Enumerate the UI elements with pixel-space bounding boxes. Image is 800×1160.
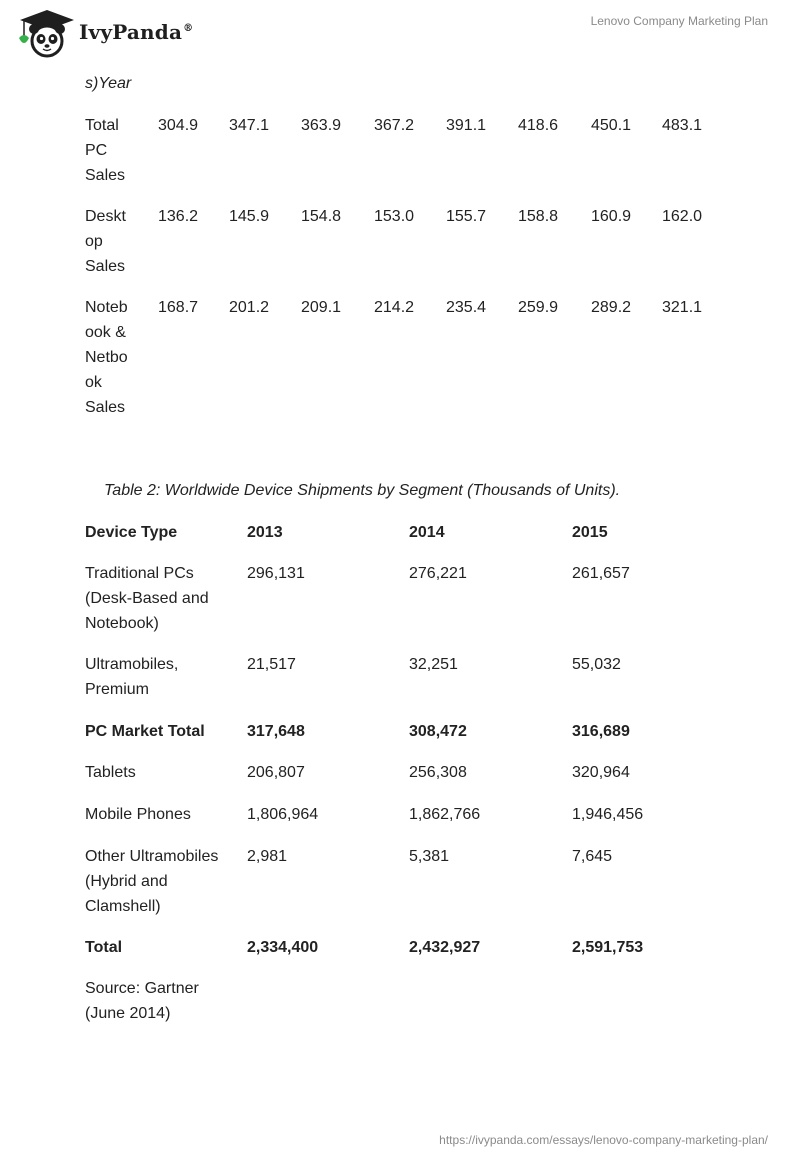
table-cell: 367.2	[374, 117, 415, 134]
table-cell: 363.9	[301, 117, 342, 134]
table-cell: 2,334,400	[247, 939, 319, 956]
table-cell: 1,862,766	[409, 806, 481, 823]
table-cell: 261,657	[572, 565, 630, 582]
table-cell: 289.2	[591, 299, 632, 316]
table-cell: 2,591,753	[572, 939, 644, 956]
table-cell: 209.1	[301, 299, 342, 316]
row-label: Tablets	[85, 764, 136, 781]
table-source-note: Source: Gartner (June 2014)	[85, 980, 199, 1022]
table-cell: 206,807	[247, 764, 305, 781]
column-header: 2015	[572, 524, 608, 541]
table-header-fragment: s)Year	[85, 75, 132, 92]
row-label: Noteb ook & Netbo ok Sales	[85, 299, 128, 416]
table-cell: 153.0	[374, 208, 415, 225]
row-label: Ultramobiles, Premium	[85, 656, 179, 698]
document-title: Lenovo Company Marketing Plan	[590, 14, 768, 28]
table-cell: 418.6	[518, 117, 559, 134]
column-header: Device Type	[85, 524, 178, 541]
ivypanda-logo-icon[interactable]	[16, 8, 78, 58]
table-cell: 2,981	[247, 848, 288, 865]
table-cell: 21,517	[247, 656, 296, 673]
registered-mark: ®	[183, 23, 194, 35]
table-cell: 55,032	[572, 656, 621, 673]
row-label: Total PC Sales	[85, 117, 126, 184]
table-cell: 316,689	[572, 723, 630, 740]
table-cell: 321.1	[662, 299, 703, 316]
table-cell: 214.2	[374, 299, 415, 316]
row-label: Other Ultramobiles (Hybrid and Clamshell)	[85, 848, 219, 915]
table-cell: 308,472	[409, 723, 467, 740]
row-label: Deskt op Sales	[85, 208, 126, 275]
table-cell: 483.1	[662, 117, 703, 134]
table-cell: 1,806,964	[247, 806, 319, 823]
table-cell: 158.8	[518, 208, 559, 225]
column-header: 2014	[409, 524, 445, 541]
table-cell: 168.7	[158, 299, 199, 316]
row-label: Total	[85, 939, 123, 956]
table-cell: 154.8	[301, 208, 342, 225]
column-header: 2013	[247, 524, 283, 541]
source-url-link[interactable]: https://ivypanda.com/essays/lenovo-company-marketing-plan/	[439, 1133, 768, 1147]
table-cell: 304.9	[158, 117, 199, 134]
table-cell: 145.9	[229, 208, 270, 225]
table-cell: 32,251	[409, 656, 458, 673]
table-cell: 259.9	[518, 299, 559, 316]
table-cell: 5,381	[409, 848, 450, 865]
table-cell: 136.2	[158, 208, 199, 225]
brand-name[interactable]: IvyPanda®	[79, 20, 194, 44]
page-header	[0, 0, 800, 64]
table-cell: 391.1	[446, 117, 487, 134]
table-caption: Table 2: Worldwide Device Shipments by Segment (Thousands of Units).	[104, 482, 621, 499]
row-label: Traditional PCs (Desk-Based and Notebook)	[85, 565, 209, 632]
table-cell: 450.1	[591, 117, 632, 134]
table-cell: 256,308	[409, 764, 467, 781]
table-cell: 296,131	[247, 565, 305, 582]
table-cell: 2,432,927	[409, 939, 481, 956]
table-cell: 155.7	[446, 208, 487, 225]
table-cell: 1,946,456	[572, 806, 644, 823]
table-cell: 201.2	[229, 299, 270, 316]
table-cell: 162.0	[662, 208, 703, 225]
row-label: PC Market Total	[85, 723, 205, 740]
table-cell: 160.9	[591, 208, 632, 225]
table-cell: 347.1	[229, 117, 270, 134]
table-cell: 7,645	[572, 848, 613, 865]
table-cell: 320,964	[572, 764, 630, 781]
table-cell: 276,221	[409, 565, 467, 582]
table-cell: 235.4	[446, 299, 487, 316]
row-label: Mobile Phones	[85, 806, 191, 823]
table-cell: 317,648	[247, 723, 305, 740]
